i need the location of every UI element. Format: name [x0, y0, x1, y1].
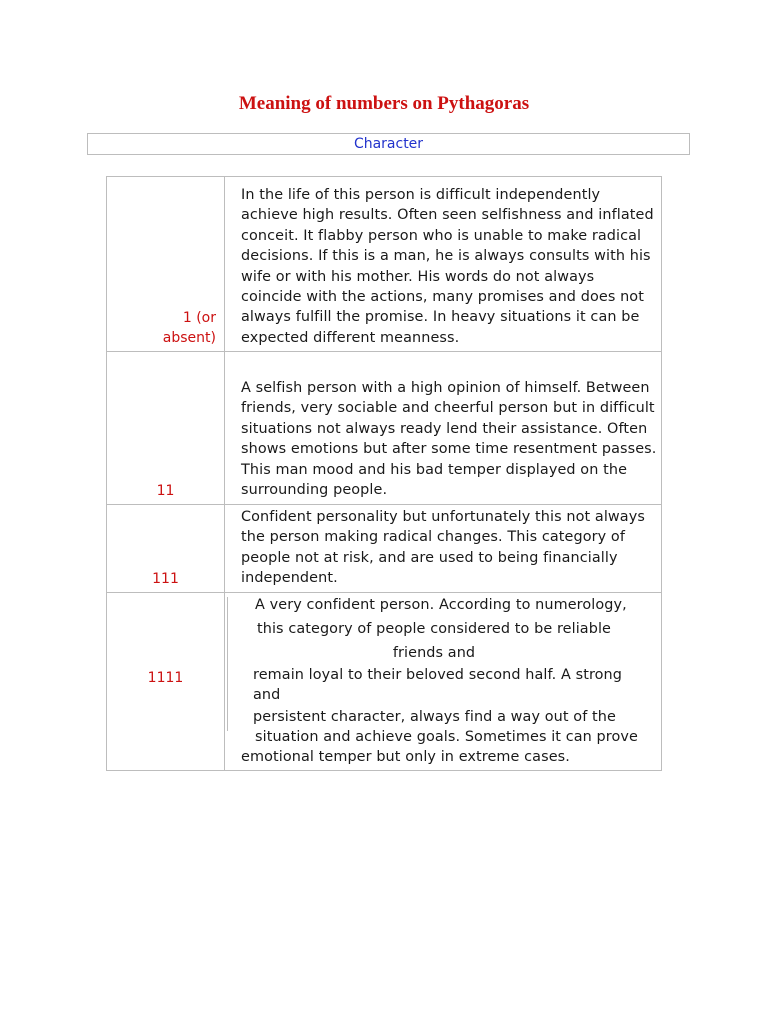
numbers-table — [106, 176, 662, 771]
number-cell — [107, 593, 225, 770]
description-line: and — [253, 687, 281, 703]
description-cell — [225, 593, 661, 770]
table-row — [107, 504, 661, 592]
inner-divider — [227, 597, 228, 731]
table-row — [107, 177, 661, 351]
number-cell — [107, 177, 225, 351]
description-cell — [225, 177, 661, 351]
description-line: situation and achieve goals. Sometimes it can prove — [255, 729, 638, 745]
section-header-character: Character — [87, 133, 690, 155]
number-cell — [107, 352, 225, 504]
number-label: 1 (or absent) — [162, 310, 216, 346]
description-line: this category of people considered to be reliable — [256, 621, 612, 637]
description-cell — [225, 505, 661, 592]
description-text: In the life of this person is difficult independently achieve high results. Often seen selfishness and inflated conceit. It flabby person who is unable to make radical decisions. If this is a man, he is always consults with his wife or with his mother. His words do not always coincide with the actions, many promises and does not always fulfill the promise. In heavy situations it can be expected different meanness. — [241, 187, 654, 346]
number-label: 11 — [156, 483, 175, 499]
description-line: remain loyal to their beloved second half. A strong — [253, 667, 623, 683]
description-line: emotional temper but only in extreme cases. — [241, 749, 570, 765]
description-line: friends and — [392, 645, 476, 661]
table-row — [107, 592, 661, 770]
description-text: A selfish person with a high opinion of himself. Between friends, very sociable and cheerful person but in difficult situations not always ready lend their assistance. Often shows emotions but after some time resentment passes. This man mood and his bad temper displayed on the surrounding people. — [241, 380, 657, 499]
description-line: A very confident person. According to numerology, — [255, 597, 627, 613]
page-title: Meaning of numbers on Pythagoras — [238, 93, 530, 114]
table-row — [107, 351, 661, 504]
number-label: 111 — [152, 571, 179, 587]
description-line: persistent character, always find a way out of the — [253, 709, 616, 725]
description-cell — [225, 352, 661, 504]
number-cell — [107, 505, 225, 592]
description-text: Confident personality but unfortunately this not always the person making radical changes. This category of people not at risk, and are used to being financially independent. — [241, 509, 645, 587]
number-label: 1111 — [147, 669, 184, 686]
